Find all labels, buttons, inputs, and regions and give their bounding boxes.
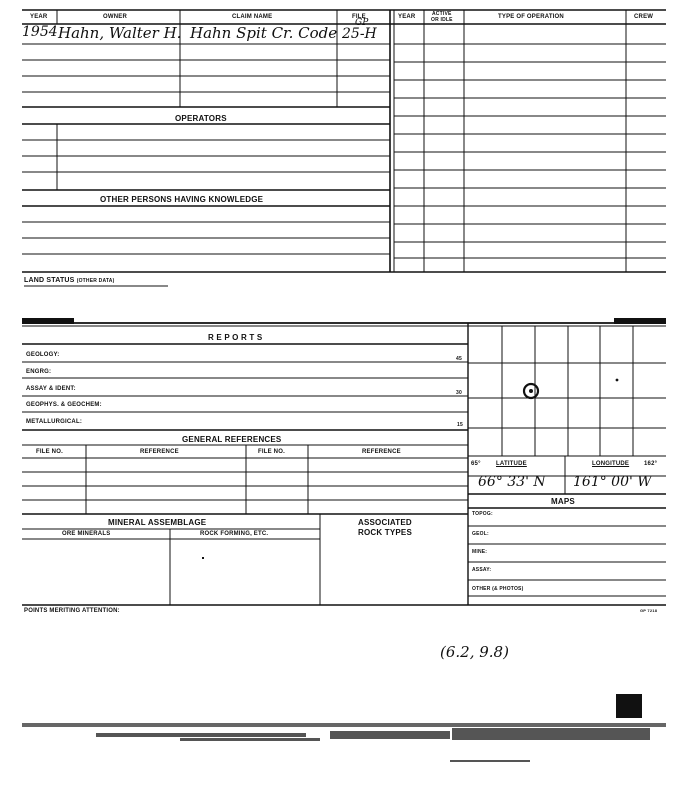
header-year-op: YEAR xyxy=(398,14,416,20)
longitude-value: 161° 00' W xyxy=(573,474,652,490)
report-engrg: ENGRG: xyxy=(26,369,52,375)
stray-dot xyxy=(202,557,204,559)
gr-file-no-1: FILE NO. xyxy=(36,449,63,455)
grid-number-30: 30 xyxy=(456,390,462,396)
report-geology: GEOLOGY: xyxy=(26,352,60,358)
gr-file-no-2: FILE NO. xyxy=(258,449,285,455)
report-metallurgical: METALLURGICAL: xyxy=(26,419,83,425)
grid-number-15: 15 xyxy=(457,422,463,428)
maps-assay: ASSAY: xyxy=(472,567,492,573)
header-active: ACTIVE xyxy=(432,11,452,17)
maps-mine: MINE: xyxy=(472,549,488,555)
header-claim-name: CLAIM NAME xyxy=(232,14,273,20)
rock-forming-column: ROCK FORMING, ETC. xyxy=(200,531,269,537)
header-owner: OWNER xyxy=(103,14,127,20)
header-file: FILE xyxy=(352,14,366,20)
associated-rock-types-2: ROCK TYPES xyxy=(358,528,413,537)
latitude-value: 66° 33' N xyxy=(478,474,546,490)
gr-reference-1: REFERENCE xyxy=(140,449,179,455)
land-status-sub: (OTHER DATA) xyxy=(76,278,115,284)
header-year: YEAR xyxy=(30,14,48,20)
entry-file-top: GP xyxy=(355,18,369,28)
reports-heading: R E P O R T S xyxy=(208,333,263,342)
coordinate-annotation: (6.2, 9.8) xyxy=(440,643,509,661)
lat-prefix: 65° xyxy=(471,461,481,467)
points-meriting-attention: POINTS MERITING ATTENTION: xyxy=(24,608,120,614)
general-references-heading: GENERAL REFERENCES xyxy=(182,435,282,444)
maps-topog: TOPOG: xyxy=(472,511,493,517)
other-persons-heading: OTHER PERSONS HAVING KNOWLEDGE xyxy=(100,195,264,204)
entry-file: 25-H xyxy=(342,26,377,42)
land-status-heading xyxy=(24,277,114,284)
maps-other: OTHER (& PHOTOS) xyxy=(472,586,524,592)
entry-owner: Hahn, Walter H. xyxy=(58,24,182,42)
operators-heading: OPERATORS xyxy=(175,114,227,123)
header-type-of-operation: TYPE OF OPERATION xyxy=(498,14,564,20)
lon-suffix: 162° xyxy=(644,461,658,467)
land-status-label: LAND STATUS xyxy=(24,277,75,284)
report-assay: ASSAY & IDENT: xyxy=(26,386,76,392)
header-or-idle: OR IDLE xyxy=(431,17,453,23)
header-crew: CREW xyxy=(634,14,654,20)
entry-year: 1954 xyxy=(22,24,58,40)
longitude-label: LONGITUDE xyxy=(592,461,630,467)
associated-rock-types-1: ASSOCIATED xyxy=(358,518,412,527)
maps-geol: GEOL: xyxy=(472,531,489,537)
entry-claim: Hahn Spit Cr. Code xyxy=(190,24,338,42)
ore-minerals-column: ORE MINERALS xyxy=(62,531,111,537)
mineral-assemblage-heading: MINERAL ASSEMBLAGE xyxy=(108,518,207,527)
maps-heading: MAPS xyxy=(551,497,575,506)
gr-reference-2: REFERENCE xyxy=(362,449,401,455)
latitude-label: LATITUDE xyxy=(496,461,527,467)
form-number: GP 7218 xyxy=(640,608,658,613)
grid-number-45: 45 xyxy=(456,356,462,362)
report-geophys: GEOPHYS. & GEOCHEM: xyxy=(26,402,102,408)
